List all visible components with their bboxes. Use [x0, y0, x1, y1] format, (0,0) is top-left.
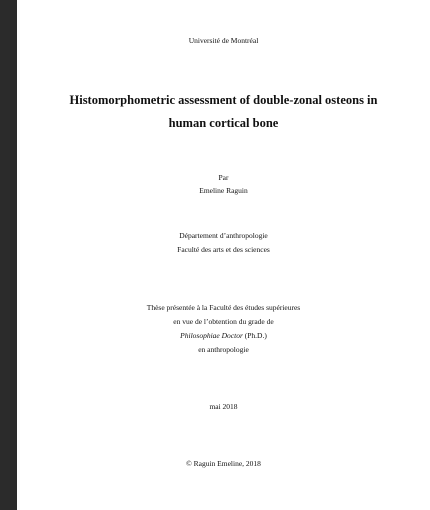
degree-abbreviation: (Ph.D.)	[242, 331, 267, 340]
degree-latin: Philosophiae Doctor	[180, 331, 243, 340]
degree-line	[17, 331, 430, 341]
thesis-title-line-1: Histomorphometric assessment of double-zonal osteons in	[69, 93, 378, 107]
author-name: Emeline Raguin	[199, 186, 248, 195]
thesis-statement-line-1: Thèse présentée à la Faculté des études supérieures	[146, 303, 301, 312]
thesis-statement-line-2: en vue de l’obtention du grade de	[173, 317, 274, 326]
faculty-name: Faculté des arts et des sciences	[177, 245, 270, 254]
copyright-notice: © Raguin Emeline, 2018	[186, 459, 261, 468]
thesis-title-line-2: human cortical bone	[168, 116, 279, 130]
submission-date: mai 2018	[209, 402, 238, 411]
by-label: Par	[218, 173, 229, 182]
university-name: Université de Montréal	[188, 36, 259, 45]
department-name: Département d’anthropologie	[179, 231, 268, 240]
left-window-edge	[0, 0, 17, 510]
field-of-study: en anthropologie	[198, 345, 249, 354]
document-page	[17, 0, 430, 510]
